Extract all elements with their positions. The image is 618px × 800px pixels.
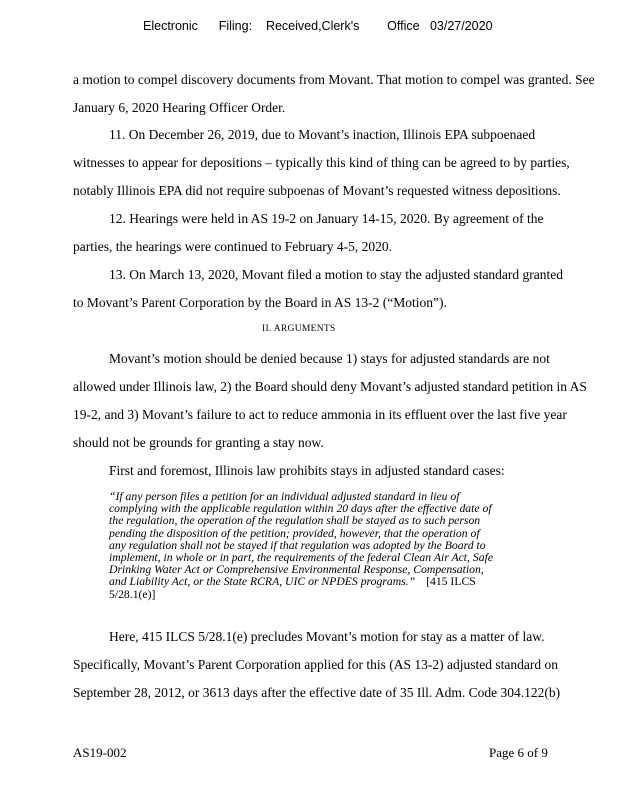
quote-line-text: and Liability Act, or the State RCRA, UIC or NPDES programs.” (109, 575, 416, 589)
body-line: to Movant’s Parent Corporation by the Board in AS 13-2 (“Motion”). (73, 295, 447, 310)
paragraph-13-line: 13. On March 13, 2020, Movant filed a motion to stay the adjusted standard granted (109, 267, 564, 282)
quote-line: Drinking Water Act or Comprehensive Environmental Response, Compensation, (109, 563, 484, 577)
closing-line: September 28, 2012, or 3613 days after the effective date of 35 Ill. Adm. Code 304.122(b) (73, 685, 561, 700)
quote-line: any regulation shall not be stayed if that regulation was adopted by the Board to (109, 538, 486, 552)
argument-line: Movant’s motion should be denied because 1) stays for adjusted standards are not (109, 351, 550, 366)
body-line: notably Illinois EPA did not require subpoenas of Movant’s requested witness depositions. (73, 183, 561, 198)
page-number: Page 6 of 9 (489, 745, 548, 760)
filing-stamp: Electronic Filing: Received,Clerk's Office 03/27/2020 (143, 19, 493, 33)
body-line: witnesses to appear for depositions – typically this kind of thing can be agreed to by parties, (73, 155, 570, 170)
quote-line: pending the disposition of the petition; provided, however, that the operation of (109, 526, 480, 540)
quote-citation-continued: 5/28.1(e)] (109, 587, 156, 601)
quote-line: the regulation, the operation of the regulation shall be stayed as to such person (109, 514, 481, 528)
paragraph-12-line: 12. Hearings were held in AS 19-2 on January 14-15, 2020. By agreement of the (109, 211, 544, 226)
body-line: a motion to compel discovery documents from Movant. That motion to compel was granted. See (73, 72, 595, 87)
quote-citation: [415 ILCS (426, 575, 476, 589)
paragraph-11-line: 11. On December 26, 2019, due to Movant’s inaction, Illinois EPA subpoenaed (109, 127, 536, 142)
argument-line: First and foremost, Illinois law prohibits stays in adjusted standard cases: (109, 463, 505, 478)
case-number: AS19-002 (73, 745, 127, 760)
quote-line (109, 576, 524, 588)
quote-line: “If any person files a petition for an individual adjusted standard in lieu of (109, 490, 460, 503)
closing-line: Specifically, Movant’s Parent Corporation applied for this (AS 13-2) adjusted standard on (73, 657, 559, 672)
statute-block-quote (109, 491, 524, 601)
argument-line: 19-2, and 3) Movant’s failure to act to reduce ammonia in its effluent over the last five year (73, 407, 567, 422)
body-line: parties, the hearings were continued to February 4-5, 2020. (73, 239, 393, 254)
closing-line: Here, 415 ILCS 5/28.1(e) precludes Movant’s motion for stay as a matter of law. (109, 629, 545, 644)
argument-line: should not be grounds for granting a stay now. (73, 435, 324, 450)
section-heading: II. ARGUMENTS (262, 324, 336, 334)
argument-line: allowed under Illinois law, 2) the Board should deny Movant’s adjusted standard petition in AS (73, 379, 587, 394)
body-line: January 6, 2020 Hearing Officer Order. (73, 100, 286, 115)
quote-line: complying with the applicable regulation within 20 days after the effective date of (109, 502, 492, 516)
quote-line: implement, in whole or in part, the requirements of the federal Clean Air Act, Safe (109, 551, 494, 565)
